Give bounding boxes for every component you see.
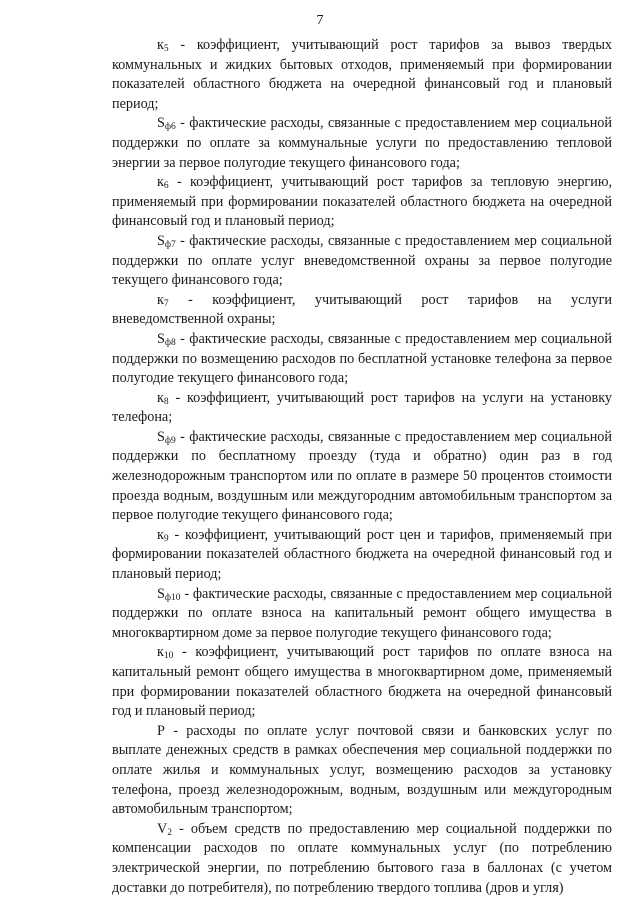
paragraph-text: - коэффициент, учитывающий рост тарифов по оплате взноса на капитальный ремонт общего имущества в многоквартирном доме, применяемый при формировании показателей областного бюджета на очередной финансовый год и плановый период; [112, 644, 612, 720]
page-number: 7 [316, 13, 324, 28]
paragraph-text: - фактические расходы, связанные с предоставлением мер социальной поддержки по возмещению расходов по бесплатной установке телефона за первое полугодие текущего финансового года; [112, 330, 612, 387]
paragraph-v2 [112, 820, 612, 898]
symbol-subscript: ф7 [164, 239, 176, 250]
symbol-subscript: 9 [163, 533, 169, 544]
paragraph-k7 [112, 291, 612, 330]
paragraph-sf8 [112, 330, 612, 389]
symbol: к [157, 644, 164, 661]
symbol: P [157, 722, 165, 739]
paragraph-text: - коэффициент, учитывающий рост тарифов за тепловую энергию, применяемый при формировании показателей областного бюджета на очередной финансовый год и плановый период; [112, 174, 612, 230]
paragraph-text: - объем средств по предоставлению мер социальной поддержки по компенсации расходов по оплате коммунальных услуг (по потреблению электрической энергии, по потреблению бытового газа в баллонах (с учетом доставки до потребителя), по потреблению твердого топлива (дров и угля) [112, 820, 612, 896]
paragraph-text: - фактические расходы, связанные с предоставлением мер социальной поддержки по оплате взноса на капитальный ремонт общего имущества в многоквартирном доме за первое полугодие текущего финансового года; [112, 585, 612, 641]
symbol: V [157, 820, 168, 837]
paragraph-k9 [112, 526, 612, 585]
paragraph-k6 [112, 173, 612, 232]
symbol: S [157, 428, 165, 445]
symbol-subscript: 5 [163, 44, 169, 54]
paragraph-text: - коэффициент, учитывающий рост тарифов на услуги на установку телефона; [112, 389, 612, 426]
paragraph-k10 [112, 643, 612, 721]
paragraph-text: - коэффициент, учитывающий рост тарифов на услуги вневедомственной охраны; [112, 291, 612, 328]
paragraph-sf6 [112, 114, 612, 173]
paragraph-text: - фактические расходы, связанные с предоставлением мер социальной поддержки по оплате за коммунальные услуги по предоставлению тепловой энергии за первое полугодие текущего финансового года; [112, 115, 612, 171]
symbol-subscript: ф8 [164, 337, 176, 348]
symbol: к [157, 526, 164, 543]
symbol-subscript: ф10 [164, 592, 181, 603]
paragraph-text: - коэффициент, учитывающий рост цен и тарифов, применяемый при формировании показателей областного бюджета на очередной финансовый год и плановый период; [112, 526, 612, 583]
symbol: S [157, 232, 165, 249]
symbol: S [157, 585, 165, 602]
symbol-subscript: ф6 [164, 122, 176, 133]
symbol-subscript: 10 [163, 651, 174, 662]
paragraph-k8 [112, 389, 612, 428]
paragraph-text: - расходы по оплате услуг почтовой связи и банковских услуг по выплате денежных средств в рамках обеспечения мер социальной поддержки по оплате жилья и коммунальных услуг, возмещению расходов за установку телефона, проезд железнодорожным, водным, воздушным или междугородным автомобильным транспортом; [112, 722, 612, 818]
symbol: к [157, 37, 164, 53]
paragraph-sf10 [112, 585, 612, 644]
symbol-subscript: ф9 [164, 435, 176, 446]
symbol: к [157, 389, 164, 406]
symbol: к [157, 174, 164, 191]
symbol-subscript: 8 [163, 396, 169, 407]
symbol-subscript: 7 [163, 298, 169, 309]
paragraph-text: - фактические расходы, связанные с предоставлением мер социальной поддержки по бесплатному проезду (туда и обратно) один раз в год железнодорожным транспортом или по оплате в размере 50 процентов стоимости проезда водным, воздушным или междугородним автомобильным транспортом за первое полугодие текущего финансового года; [112, 428, 612, 524]
symbol-subscript: 6 [163, 181, 169, 192]
symbol-subscript: 2 [167, 827, 172, 838]
document-body [112, 36, 612, 898]
paragraph-p [112, 722, 612, 820]
symbol: S [157, 115, 165, 132]
paragraph-text: - коэффициент, учитывающий рост тарифов за вывоз твердых коммунальных и жидких бытовых отходов, применяемый при формировании показателей областного бюджета на очередной финансовый год и плановый период; [112, 37, 612, 112]
symbol: к [157, 291, 164, 308]
paragraph-k5 [112, 36, 612, 114]
paragraph-sf7 [112, 232, 612, 291]
paragraph-text: - фактические расходы, связанные с предоставлением мер социальной поддержки по оплате услуг вневедомственной охраны за первое полугодие текущего финансового года; [112, 232, 612, 289]
paragraph-sf9 [112, 428, 612, 526]
symbol: S [157, 330, 165, 347]
